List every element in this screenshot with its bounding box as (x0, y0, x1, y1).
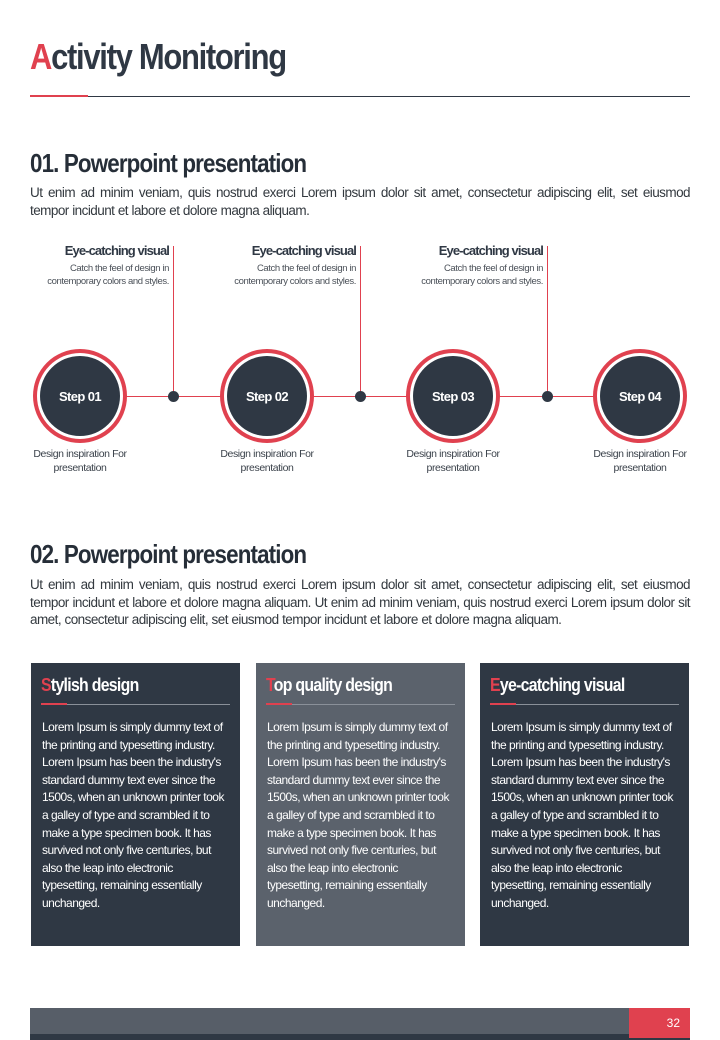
card-body: Lorem Ipsum is simply dummy text of the printing and typesetting industry. Lorem Ipsum has been the industry's standard dummy text ever since the 1500s, when an unknown printer took a galley of type and scrambled it to make a type specimen book. It has survived not only five centuries, but also the leap into electronic typesetting, remaining essentially unchanged. (491, 720, 673, 910)
card-divider (490, 704, 679, 705)
card-title-initial: S (41, 675, 51, 695)
card-title-rest: ye-catching visual (499, 675, 625, 695)
section1-heading: 01. Powerpoint presentation (30, 148, 307, 178)
title-divider (30, 96, 690, 97)
step-label: Step 02 (245, 388, 289, 404)
timeline-dot-2 (355, 391, 366, 402)
page-title-initial: A (30, 36, 52, 77)
page-number: 32 (666, 1016, 680, 1030)
step-caption-3: Design inspiration For presentation (406, 448, 500, 474)
card-title-initial: T (266, 675, 274, 695)
timeline-dot-1 (168, 391, 179, 402)
timeline-dot-3 (542, 391, 553, 402)
card-title-rest: op quality design (273, 675, 393, 695)
card-title-rest: tylish design (50, 675, 139, 695)
card-title (490, 675, 656, 696)
footer-bar (30, 1008, 630, 1036)
card-body: Lorem Ipsum is simply dummy text of the printing and typesetting industry. Lorem Ipsum has been the industry's standard dummy text ever since the 1500s, when an unknown printer took a galley of type and scrambled it to make a type specimen book. It has survived not only five centuries, but also the leap into electronic typesetting, remaining essentially unchanged. (42, 720, 224, 910)
card-divider (41, 704, 230, 705)
step-caption-4: Design inspiration For presentation (593, 448, 687, 474)
section2-text: Ut enim ad minim veniam, quis nostrud exerci Lorem ipsum dolor sit amet, consectetur adipiscing elit, set eiusmod tempor incidunt et labore et dolore magna aliquam. Ut enim ad minim veniam, quis nostrud exerci Lorem ipsum dolor sit amet, consectetur adipiscing elit, set eiusmod tempor incidunt et labore et dolore magna aliquam. (30, 577, 690, 627)
callout-2 (206, 243, 356, 288)
callout-1 (19, 243, 169, 288)
step-circle-4 (593, 349, 687, 443)
step-caption-2: Design inspiration For presentation (220, 448, 314, 474)
callout-title: Eye-catching visual (438, 243, 543, 258)
step-label: Step 03 (431, 388, 475, 404)
section2-heading: 02. Powerpoint presentation (30, 539, 307, 569)
step-caption-1: Design inspiration For presentation (33, 448, 127, 474)
callout-connector-2 (360, 246, 361, 396)
callout-title: Eye-catching visual (64, 243, 169, 258)
feature-card-1 (31, 663, 240, 946)
step-circle-1 (33, 349, 127, 443)
callout-text: Catch the feel of design in contemporary colors and styles. (234, 263, 356, 287)
page-title (30, 36, 286, 78)
page-number-badge (629, 1008, 690, 1038)
step-circle-2 (220, 349, 314, 443)
card-title (41, 675, 207, 696)
callout-3 (393, 243, 543, 288)
callout-title: Eye-catching visual (251, 243, 356, 258)
card-body: Lorem Ipsum is simply dummy text of the printing and typesetting industry. Lorem Ipsum has been the industry's standard dummy text ever since the 1500s, when an unknown printer took a galley of type and scrambled it to make a type specimen book. It has survived not only five centuries, but also the leap into electronic typesetting, remaining essentially unchanged. (267, 720, 449, 910)
card-title (266, 675, 432, 696)
callout-text: Catch the feel of design in contemporary colors and styles. (421, 263, 543, 287)
step-circle-3 (406, 349, 500, 443)
feature-card-2 (256, 663, 465, 946)
callout-text: Catch the feel of design in contemporary colors and styles. (47, 263, 169, 287)
callout-connector-1 (173, 246, 174, 396)
page-title-rest: ctivity Monitoring (51, 36, 286, 77)
title-divider-accent (30, 95, 88, 97)
card-divider (266, 704, 455, 705)
card-title-initial: E (490, 675, 500, 695)
step-label: Step 04 (618, 388, 662, 404)
footer-bottom-strip (30, 1034, 690, 1040)
feature-card-3 (480, 663, 689, 946)
callout-connector-3 (547, 246, 548, 396)
step-label: Step 01 (58, 388, 102, 404)
section1-text: Ut enim ad minim veniam, quis nostrud exerci Lorem ipsum dolor sit amet, consectetur adipiscing elit, set eiusmod tempor incidunt et labore et dolore magna aliquam. (30, 185, 690, 218)
